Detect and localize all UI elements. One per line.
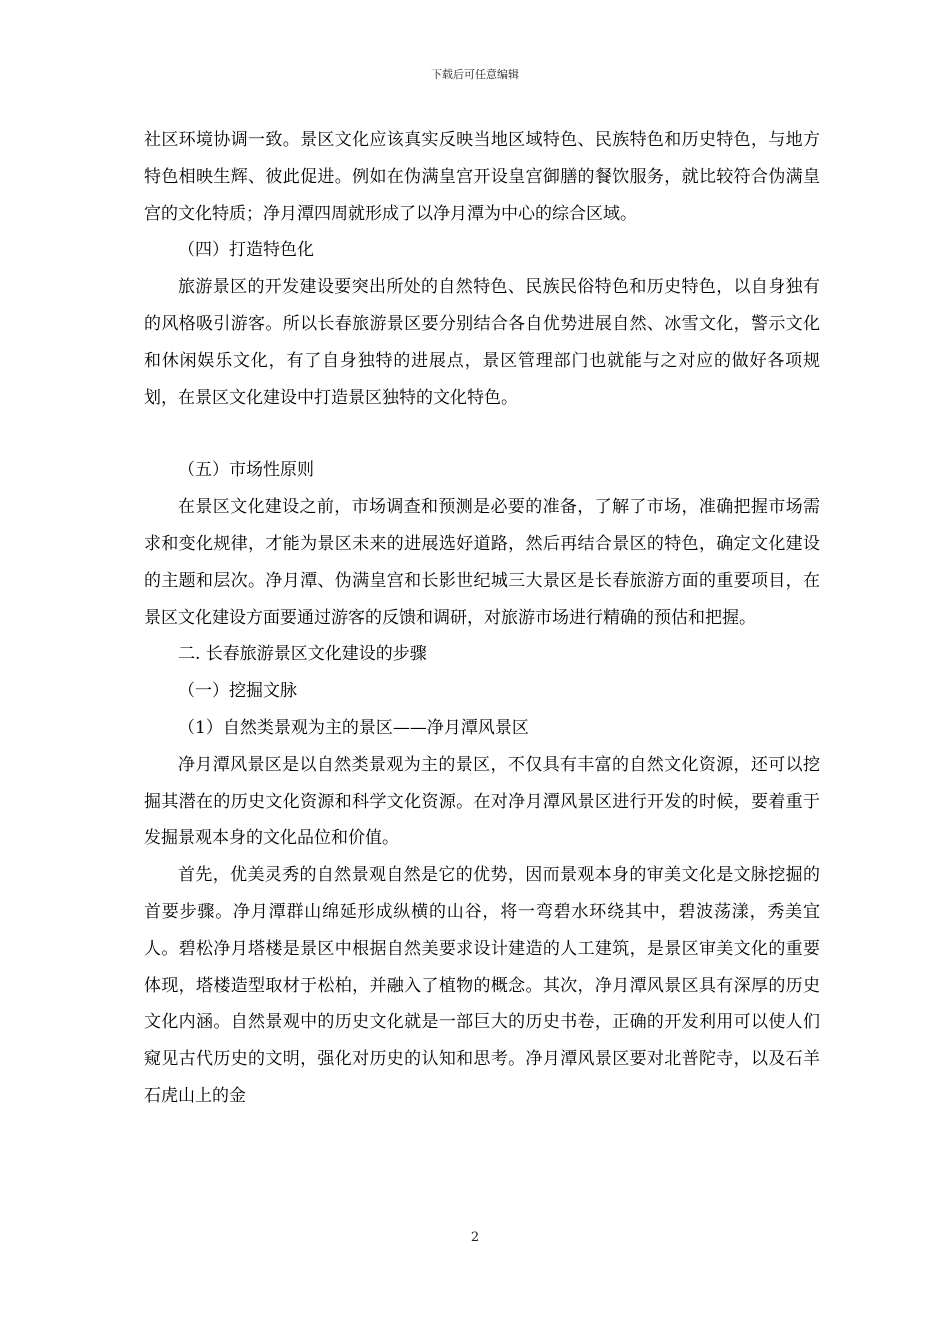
paragraph-characteristics: 旅游景区的开发建设要突出所处的自然特色、民族民俗特色和历史特色，以自身独有的风格吸引游客。所以长春旅游景区要分别结合各自优势进展自然、冰雪文化，警示文化和休闲娱乐文化，有了自身独特的进展点，景区管理部门也就能与之对应的做好各项规划，在景区文化建设中打造景区独特的文化特色。: [144, 277, 820, 408]
subheading-1: （一）挖掘文脉: [178, 681, 297, 702]
page-header: 下载后可任意编辑: [431, 68, 519, 81]
paragraph-continued: 社区环境协调一致。景区文化应该真实反映当地区域特色、民族特色和历史特色，与地方特色相映生辉、彼此促进。例如在伪满皇宫开设皇宫御膳的餐饮服务，就比较符合伪满皇宫的文化特质；净月潭四周就形成了以净月潭为中心的综合区域。: [144, 130, 820, 224]
paragraph-jingyuetan: 净月潭风景区是以自然类景观为主的景区，不仅具有丰富的自然文化资源，还可以挖掘其潜在的历史文化资源和科学文化资源。在对净月潭风景区进行开发的时候，要着重于发掘景观本身的文化品位和价值。: [144, 754, 820, 849]
document-body: [144, 122, 820, 1115]
paragraph-first: 首先，优美灵秀的自然景观自然是它的优势，因而景观本身的审美文化是文脉挖掘的首要步骤。净月潭群山绵延形成纵横的山谷，将一弯碧水环绕其中，碧波荡漾，秀美宜人。碧松净月塔楼是景区中根据自然美要求设计建造的人工建筑，是景区审美文化的重要体现，塔楼造型取材于松柏，并融入了植物的概念。其次，净月潭风景区具有深厚的历史文化内涵。自然景观中的历史文化就是一部巨大的历史书卷，正确的开发利用可以使人们窥见古代历史的文明，强化对历史的认知和思考。净月潭风景区要对北普陀寺，以及石羊石虎山上的金: [144, 865, 820, 1106]
heading-5: （五）市场性原则: [178, 460, 314, 481]
heading-4: （四）打造特色化: [178, 240, 314, 261]
section-heading-2: 二. 长春旅游景区文化建设的步骤: [178, 644, 427, 665]
paragraph-market: 在景区文化建设之前，市场调查和预测是必要的准备，了解了市场，准确把握市场需求和变化规律，才能为景区未来的进展选好道路，然后再结合景区的特色，确定文化建设的主题和层次。净月潭、伪满皇宫和长影世纪城三大景区是长春旅游方面的重要项目，在景区文化建设方面要通过游客的反馈和调研，对旅游市场进行精确的预估和把握。: [144, 497, 820, 628]
page-number: 2: [470, 1230, 480, 1245]
subheading-1-1: （1）自然类景观为主的景区——净月潭风景区: [178, 717, 529, 738]
